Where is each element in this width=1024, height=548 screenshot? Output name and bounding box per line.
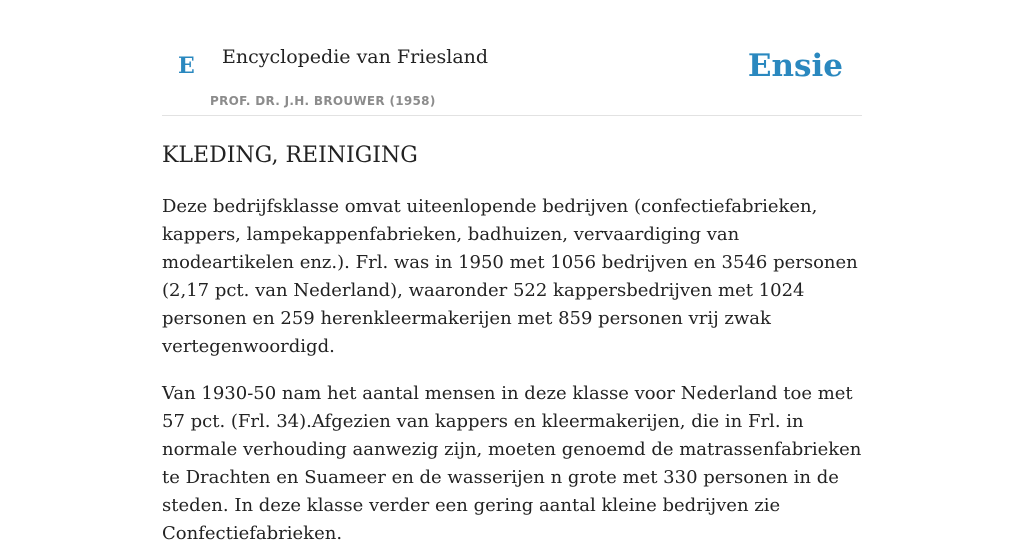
ensie-logo-link[interactable]: Ensie	[747, 48, 843, 84]
logo-e-icon[interactable]: E	[178, 53, 195, 79]
article-paragraph-1: Deze bedrijfsklasse omvat uiteenlopende bedrijven (confectiefabrieken, kappers, lampekappenfabrieken, badhuizen, vervaardiging van modeartikelen enz.). Frl. was in 1950 met 1056 bedrijven en 3546 personen (2,17 pct. van Nederland), waaronder 522 kappersbedrijven met 1024 personen en 259 herenkleermakerijen met 859 personen vrij zwak vertegenwoordigd.	[162, 195, 858, 357]
article-title: KLEDING, REINIGING	[162, 143, 418, 168]
header	[162, 0, 862, 116]
page	[162, 0, 862, 548]
author-label: PROF. DR. J.H. BROUWER (1958)	[210, 94, 436, 108]
article-paragraph-2: Van 1930-50 nam het aantal mensen in deze klasse voor Nederland toe met 57 pct. (Frl. 34).Afgezien van kappers en kleermakerijen, die in Frl. in normale verhouding aanwezig zijn, moeten genoemd de matrassenfabrieken te Drachten en Suameer en de wasserijen n grote met 330 personen in de steden. In deze klasse verder een gering aantal kleine bedrijven zie Confectiefabrieken.	[162, 382, 862, 544]
site-title-link[interactable]: Encyclopedie van Friesland	[222, 46, 489, 68]
